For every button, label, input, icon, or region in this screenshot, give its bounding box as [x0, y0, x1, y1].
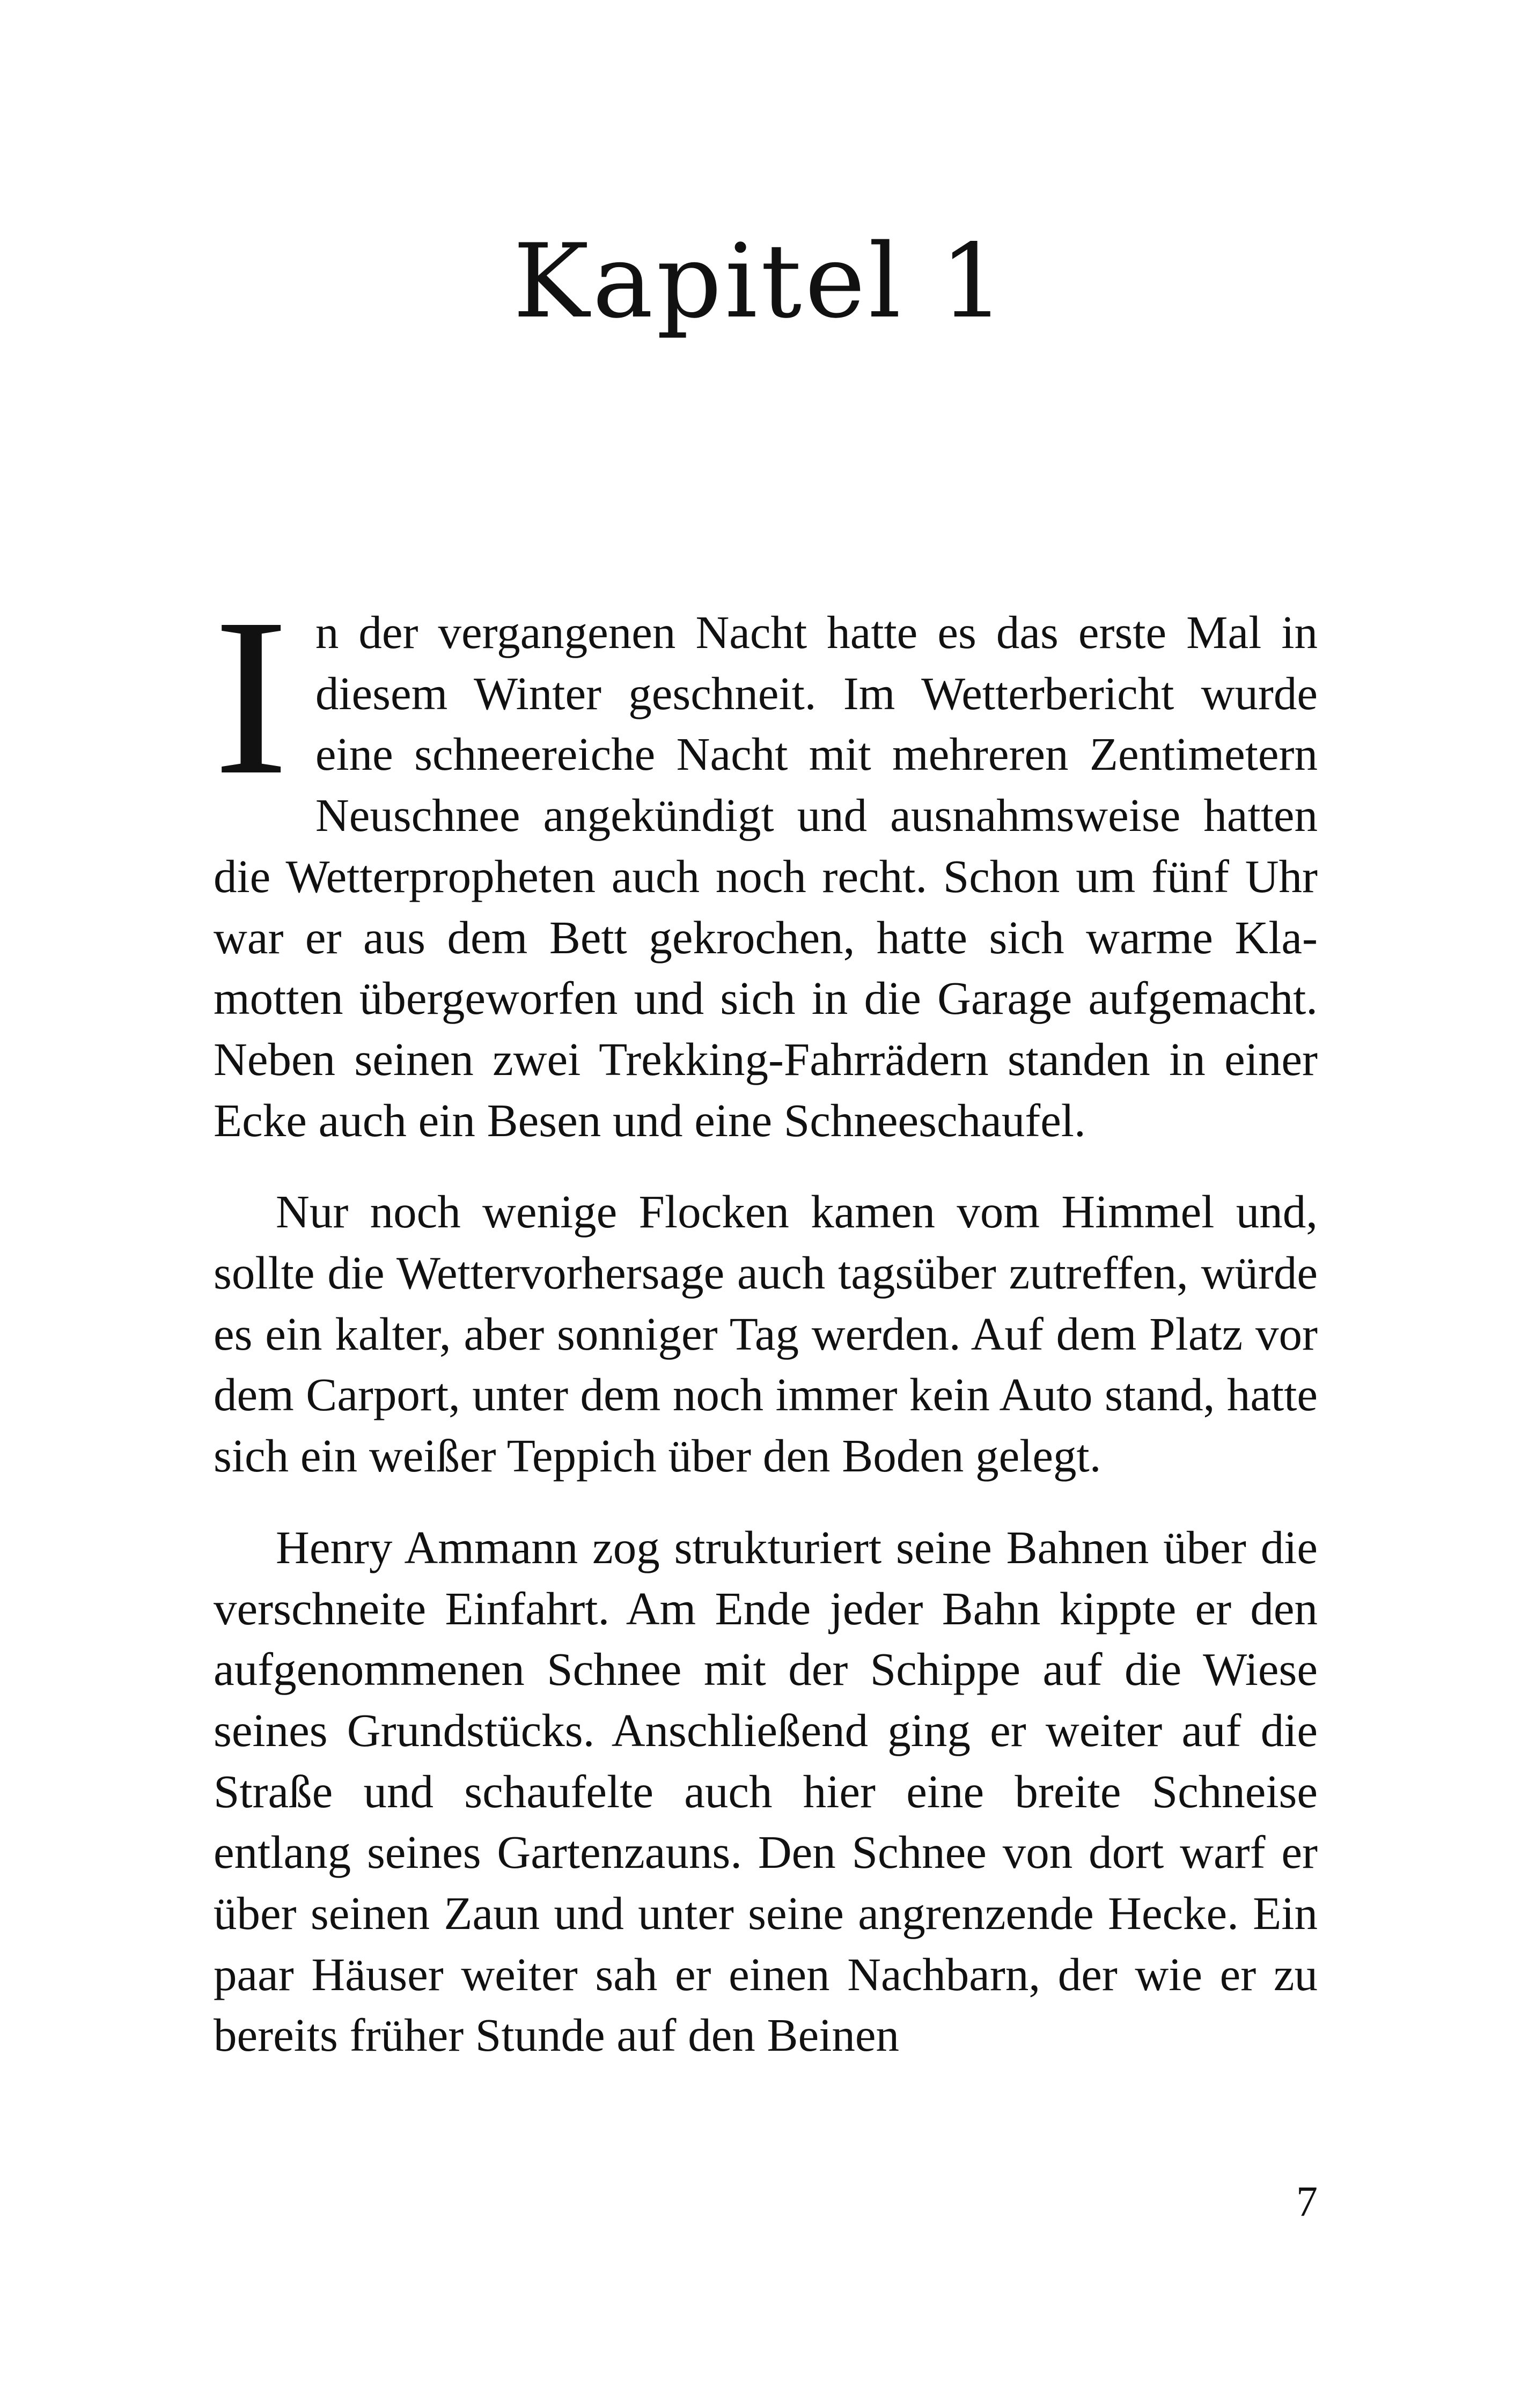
paragraph-3: Henry Ammann zog strukturiert seine Bahnen über die verschneite Einfahrt. Am Ende jeder Bahn kippte er den aufgenommenen Schnee mit der Schippe auf die Wiese seines Grundstücks. Anschließend ging er weiter auf die Straße und schaufelte auch hier eine breite Schneise entlang seines Gartenzauns. Den Schnee von dort warf er über seinen Zaun und unter seine angrenzende Hecke. Ein paar Häuser weiter sah er einen Nachbarn, der wie er zu bereits früher Stunde auf den Beinen	[214, 1521, 1318, 2061]
body-text	[214, 572, 1318, 2066]
paragraph-2: Nur noch wenige Flocken kamen vom Himmel und, sollte die Wettervorhersage auch tagsüber zutreffen, würde es ein kalter, aber sonniger Tag werden. Auf dem Platz vor dem Carport, unter dem noch immer kein Auto stand, hatte sich ein weißer Teppich über den Boden gelegt.	[214, 1185, 1318, 1482]
paragraph-1	[214, 572, 1318, 1151]
chapter-title: Kapitel 1	[513, 222, 1008, 341]
page-number: 7	[1296, 2178, 1318, 2226]
drop-cap: I	[214, 572, 289, 821]
paragraph-1-text: n der vergangenen Nacht hatte es das erste Mal in diesem Winter geschneit. Im Wetterbericht wurde eine schneereiche Nacht mit mehreren Zentimetern Neuschnee angekündigt und ausnahmsweise hatten die Wetterpropheten auch noch recht. Schon um fünf Uhr war er aus dem Bett gekrochen, hatte sich warme Klamotten übergeworfen und sich in die Garage aufgemacht. Neben seinen zwei Trekking-Fahrrädern standen in einer Ecke auch ein Besen und eine Schneeschaufel.	[214, 606, 1318, 1146]
